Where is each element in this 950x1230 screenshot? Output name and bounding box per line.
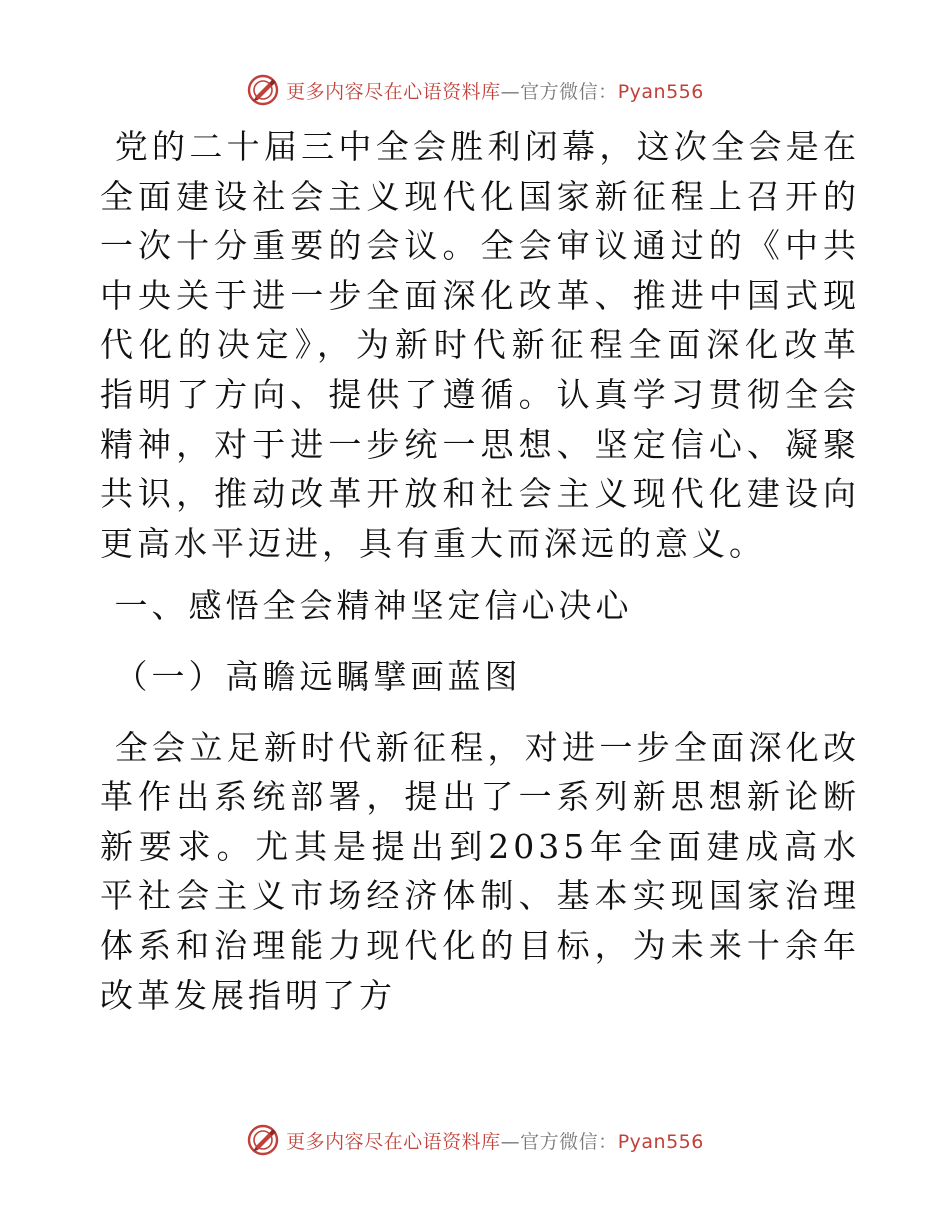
footer-banner-wechat-id: Pyan556 (617, 1130, 704, 1153)
header-banner-text (286, 77, 704, 104)
footer-banner-text (286, 1127, 704, 1154)
section-heading: 一、感悟全会精神坚定信心决心 (100, 586, 633, 626)
header-banner-main: 更多内容尽在心语资料库 (286, 80, 501, 103)
header-banner-separator: — (500, 80, 521, 103)
intro-paragraph: 党的二十届三中全会胜利闭幕，这次全会是在全面建设社会主义现代化国家新征程上召开的一次十分重要的会议。全会审议通过的《中共中央关于进一步全面深化改革、推进中国式现代化的决定》，为新时代新征程全面深化改革指明了方向、提供了遵循。认真学习贯彻全会精神，对于进一步统一思想、坚定信心、凝聚共识，推动改革开放和社会主义现代化建设向更高水平迈进，具有重大而深远的意义。 (100, 127, 860, 563)
body-paragraph: 全会立足新时代新征程，对进一步全面深化改革作出系统部署，提出了一系列新思想新论断新要求。尤其是提出到2035年全面建成高水平社会主义市场经济体制、基本实现国家治理体系和治理能力现代化的目标，为未来十余年改革发展指明了方 (100, 727, 860, 1015)
library-logo-icon (246, 1123, 280, 1157)
footer-banner-separator: — (500, 1130, 521, 1153)
library-logo-icon (246, 73, 280, 107)
footer-banner-main: 更多内容尽在心语资料库 (286, 1130, 501, 1153)
subsection-heading: （一）高瞻远瞩擘画蓝图 (100, 656, 522, 696)
document-body (100, 122, 860, 1020)
footer-banner-official: 官方微信： (520, 1130, 618, 1153)
header-banner-official: 官方微信： (520, 80, 618, 103)
footer-watermark-banner (0, 1120, 950, 1160)
header-banner-wechat-id: Pyan556 (617, 80, 704, 103)
header-watermark-banner (0, 70, 950, 110)
